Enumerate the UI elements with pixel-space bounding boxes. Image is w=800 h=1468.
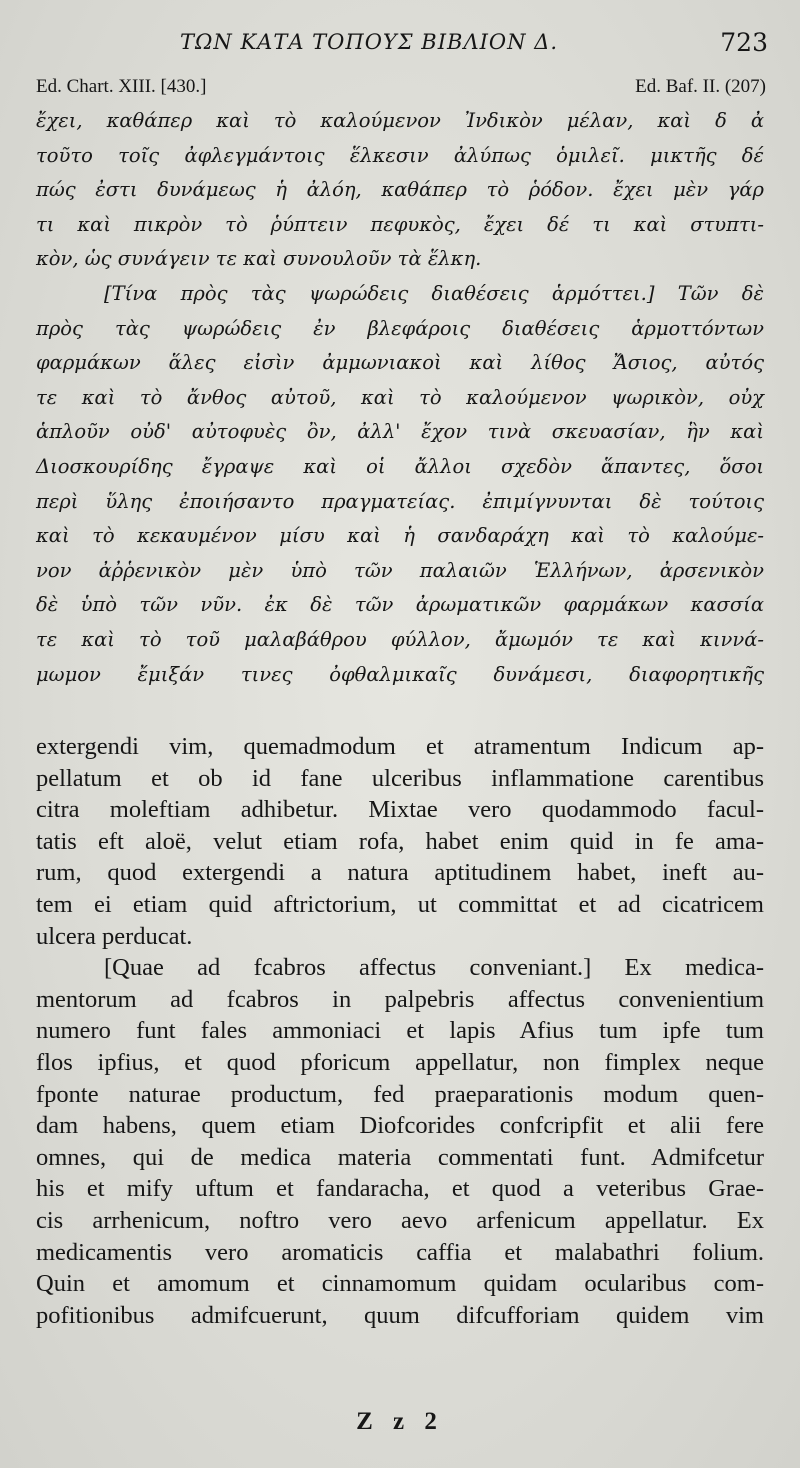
- latin-line: extergendi vim, quemadmodum et atramentum Indicum ap-: [36, 733, 764, 760]
- latin-line: pellatum et ob id fane ulceribus inflammatione carentibus: [36, 764, 764, 792]
- edition-reference-line: [36, 76, 766, 102]
- edition-basel-reference: Ed. Baf. II. (207): [635, 76, 766, 97]
- latin-line: his et mify uftum et fandaracha, et quod a veteribus Grae-: [36, 1175, 764, 1203]
- latin-text-block: [36, 731, 764, 1331]
- latin-line: citra moleftiam adhibetur. Mixtae vero quodammodo facul-: [36, 796, 764, 824]
- latin-line: cis arrhenicum, noftro vero aevo arfenicum appellatur. Ex: [36, 1206, 764, 1234]
- greek-line: [Τίνα πρὸς τὰς ψωρώδεις διαθέσεις ἁρμόττει.] Τῶν δὲ: [104, 281, 764, 305]
- greek-line: μωμον ἔμιξάν τινες ὀφθαλμικαῖς δυνάμεσι, διαφορητικῆς: [36, 662, 764, 686]
- greek-line: ἁπλοῦν οὐδ' αὐτοφυὲς ὂν, ἀλλ' ἔχον τινὰ σκευασίαν, ἣν καὶ: [36, 420, 764, 444]
- greek-text-block: [36, 104, 764, 692]
- latin-line: rum, quod extergendi a natura aptitudinem habet, ineft au-: [36, 859, 764, 887]
- latin-line: pofitionibus admifcuerunt, quum difcufforiam quidem vim: [36, 1301, 764, 1329]
- greek-line: περὶ ὕλης ἐποιήσαντο πραγματείας. ἐπιμίγνυνται δὲ τούτοις: [36, 489, 764, 513]
- latin-line: mentorum ad fcabros in palpebris affectus convenientium: [36, 985, 764, 1013]
- latin-line: medicamentis vero aromaticis caffia et malabathri folium.: [36, 1238, 764, 1266]
- greek-line: πώς ἐστι δυνάμεως ἡ ἀλόη, καθάπερ τὸ ῥόδον. ἔχει μὲν γάρ: [36, 178, 764, 202]
- latin-line: ulcera perducat.: [36, 922, 193, 950]
- latin-line: numero funt fales ammoniaci et lapis Afius tum ipfe tum: [36, 1017, 764, 1045]
- greek-line: πρὸς τὰς ψωρώδεις ἐν βλεφάροις διαθέσεις ἁρμοττόντων: [36, 316, 764, 340]
- latin-line: tatis eft aloë, velut etiam rofa, habet enim quid in fe ama-: [36, 827, 764, 855]
- greek-line: καὶ τὸ κεκαυμένον μίσυ καὶ ἡ σανδαράχη καὶ τὸ καλούμε-: [36, 524, 764, 548]
- latin-line: Quin et amomum et cinnamomum quidam ocularibus com-: [36, 1270, 764, 1298]
- latin-line: omnes, qui de medica materia commentati funt. Admifcetur: [36, 1143, 764, 1171]
- greek-line: τι καὶ πικρὸν τὸ ῥύπτειν πεφυκὸς, ἔχει δέ τι καὶ στυπτι-: [36, 212, 764, 236]
- latin-line: tem ei etiam quid aftrictorium, ut committat et ad cicatricem: [36, 890, 764, 918]
- greek-line: Διοσκουρίδης ἔγραψε καὶ οἱ ἄλλοι σχεδὸν ἅπαντες, ὅσοι: [36, 454, 764, 478]
- greek-line: νον ἀῤῥενικὸν μὲν ὑπὸ τῶν παλαιῶν Ἑλλήνων, ἀρσενικὸν: [36, 558, 764, 582]
- printer-signature: Z z 2: [356, 1408, 444, 1435]
- running-head: [0, 28, 800, 68]
- latin-line: [Quae ad fcabros affectus conveniant.] Ex medica-: [104, 954, 764, 982]
- greek-line: τε καὶ τὸ ἄνθος αὐτοῦ, καὶ τὸ καλούμενον ψωρικὸν, οὐχ: [36, 385, 764, 409]
- greek-line: τε καὶ τὸ τοῦ μαλαβάθρου φύλλον, ἄμωμόν τε καὶ κιννά-: [36, 627, 764, 651]
- greek-line: κὸν, ὡς συνάγειν τε καὶ συνουλοῦν τὰ ἕλκη.: [36, 247, 482, 271]
- latin-line: dam habens, quem etiam Diofcorides confcripfit et alii fere: [36, 1112, 764, 1140]
- edition-chart-reference: Ed. Chart. XIII. [430.]: [36, 76, 207, 97]
- greek-line: ἔχει, καθάπερ καὶ τὸ καλούμενον Ἰνδικὸν μέλαν, καὶ δ ἀ: [36, 109, 764, 132]
- greek-line: δὲ ὑπὸ τῶν νῦν. ἐκ δὲ τῶν ἀρωματικῶν φαρμάκων κασσία: [36, 593, 764, 617]
- running-title: ΤΩΝ ΚΑΤΑ ΤΟΠΟΥΣ ΒΙΒΛΙΟΝ Δ.: [180, 30, 559, 54]
- latin-line: flos ipfius, et quod pforicum appellatur, non fimplex neque: [36, 1048, 764, 1076]
- page-number: 723: [720, 28, 768, 57]
- greek-line: φαρμάκων ἅλες εἰσὶν ἀμμωνιακοὶ καὶ λίθος Ἄσιος, αὐτός: [36, 351, 764, 375]
- latin-line: fponte naturae productum, fed praeparationis modum quen-: [36, 1080, 764, 1108]
- greek-line: τοῦτο τοῖς ἀφλεγμάντοις ἕλκεσιν ἀλύπως ὁμιλεῖ. μικτῆς δέ: [36, 143, 764, 167]
